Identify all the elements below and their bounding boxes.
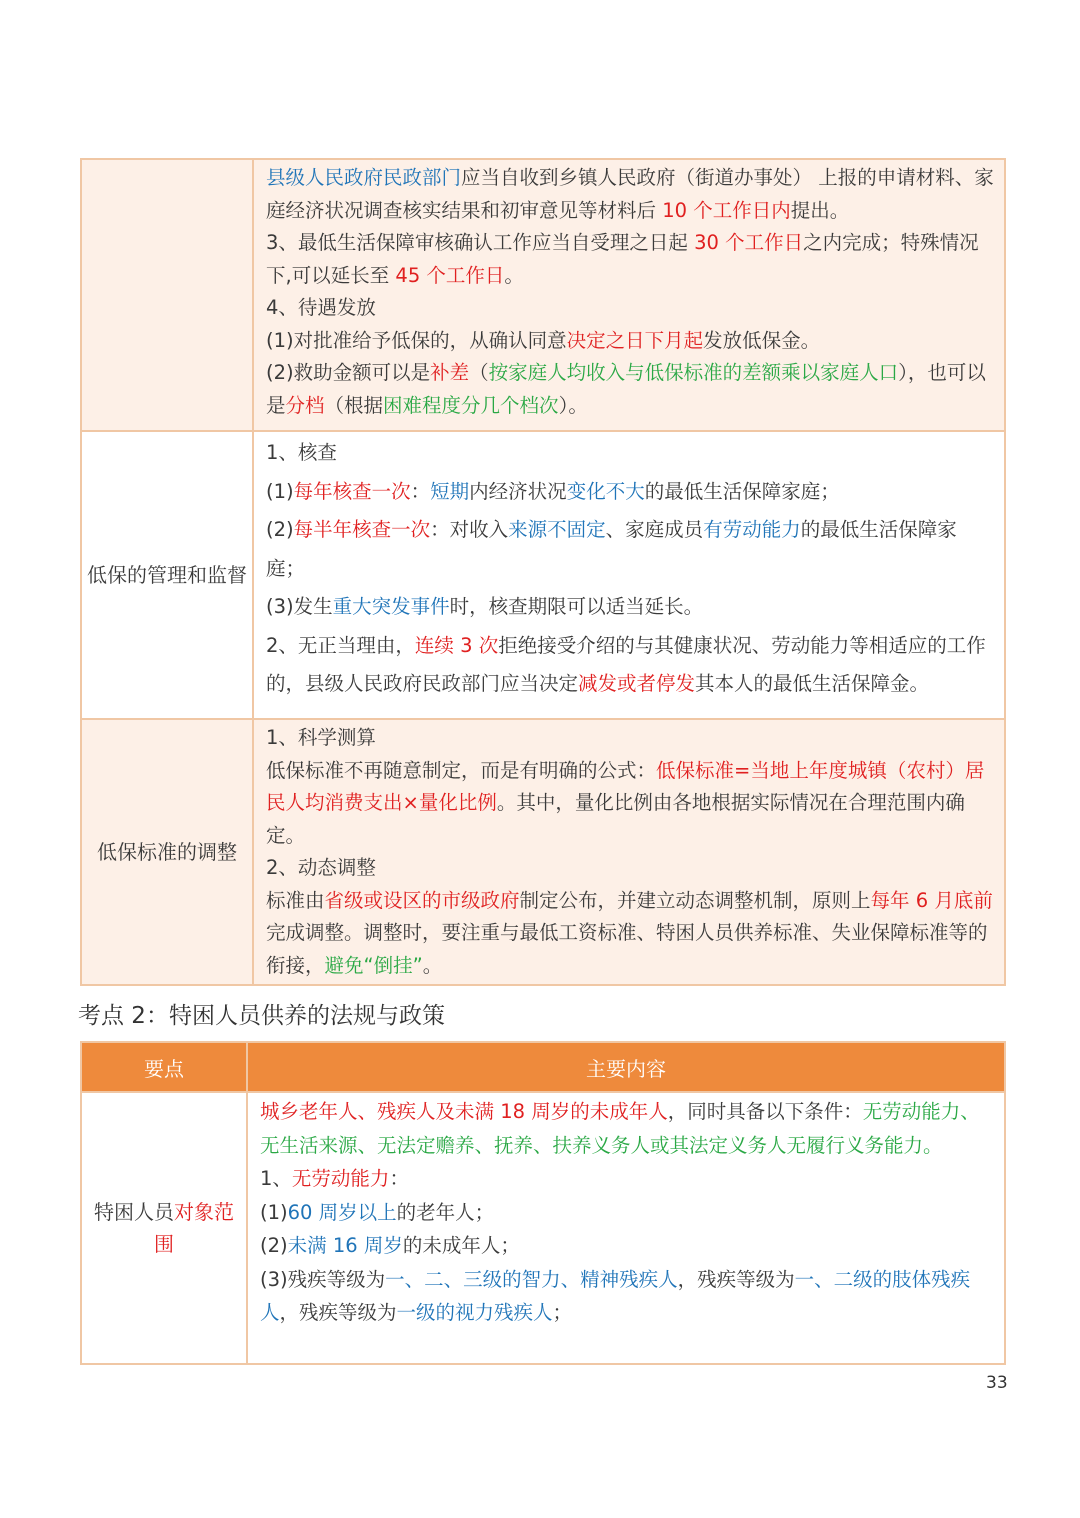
highlight-text: 困难程度分几个档次 — [383, 393, 559, 417]
highlight-text: 避免“倒挂” — [324, 953, 423, 977]
body-text: （根据 — [324, 393, 384, 417]
paragraph — [260, 1229, 994, 1263]
body-text: ）。 — [558, 393, 588, 417]
body-text: 应当自收到乡镇人民政府（街道办事处） 上报的申请材料、家庭经济状况调查核实结果和初审意见等材料后 — [266, 166, 994, 222]
row-key-target-scope — [81, 1092, 247, 1364]
paragraph — [266, 162, 994, 227]
section-title: 考点 2：特困人员供养的法规与政策 — [78, 1003, 445, 1029]
paragraph — [260, 1162, 994, 1196]
paragraph — [266, 511, 994, 588]
body-text: 发放低保金。 — [703, 328, 821, 352]
body-text: ），也可以是 — [266, 361, 986, 417]
paragraph — [260, 1196, 994, 1230]
paragraph — [266, 227, 994, 292]
highlight-text: 补差 — [430, 361, 470, 384]
body-text: 的老年人； — [396, 1200, 495, 1224]
paragraph — [266, 627, 994, 704]
policy-table-extreme-poverty — [80, 1041, 1006, 1365]
body-text: 4、待遇发放 — [266, 296, 376, 319]
row-key-management: 低保的管理和监督 — [81, 431, 253, 719]
paragraph — [260, 1263, 994, 1330]
body-text: ： — [410, 479, 431, 503]
body-text: 1、 — [260, 1167, 292, 1190]
paragraph — [266, 325, 994, 358]
body-text: (3)发生 — [266, 595, 333, 618]
highlight-text: 无劳动能力 — [291, 1167, 390, 1190]
table-row — [81, 1092, 1005, 1364]
body-text: 。 — [504, 263, 524, 287]
body-text: (1)对批准给予低保的，从确认同意 — [266, 328, 567, 352]
table-row — [81, 431, 1005, 719]
body-text: 制定公布，并建立动态调整机制，原则上 — [519, 888, 871, 912]
body-text: 拒绝接受介绍的与其健康状况、劳动能力等相适应的工作的，县级人民政府民政部门应当决定 — [266, 633, 986, 695]
table-header-row — [81, 1042, 1005, 1092]
body-text: (1) — [266, 479, 294, 503]
highlight-text: 省级或设区的市级政府 — [324, 888, 520, 912]
body-text: （ — [469, 361, 489, 384]
policy-table-low-income — [80, 158, 1006, 986]
body-text: 。 — [422, 953, 443, 977]
highlight-text: 连续 3 次 — [414, 633, 499, 657]
body-text: (3)残疾等级为 — [260, 1267, 386, 1291]
paragraph — [266, 357, 994, 422]
body-text: 1、核查 — [266, 441, 337, 464]
highlight-text: 60 周岁以上 — [287, 1200, 397, 1224]
body-text: 2、无正当理由， — [266, 633, 415, 657]
highlight-text: 城乡老年人、残疾人及未满 18 周岁的未成年人 — [260, 1100, 668, 1123]
paragraph — [266, 588, 994, 627]
body-text: ，残疾等级为 — [279, 1301, 397, 1324]
body-text: 之内完成；特殊情况下,可以延长至 — [266, 231, 979, 287]
highlight-text: 每半年核查一次 — [293, 518, 431, 541]
highlight-text: 30 个工作日 — [694, 231, 804, 254]
highlight-text: 决定之日下月起 — [566, 328, 704, 352]
body-text: 的最低生活保障家庭； — [266, 518, 957, 580]
body-text: ：对收入 — [430, 518, 509, 541]
body-text: (2) — [266, 518, 294, 541]
paragraph — [266, 755, 994, 853]
body-text: 标准由 — [266, 888, 325, 912]
body-text: 2、动态调整 — [266, 856, 376, 879]
highlight-text: 减发或者停发 — [578, 672, 696, 695]
body-text: (2) — [260, 1234, 288, 1257]
highlight-text: 短期 — [430, 479, 470, 503]
highlight-text: 县级人民政府民政部门 — [266, 166, 462, 189]
highlight-text: 10 个工作日内 — [662, 198, 791, 222]
body-text: ； — [552, 1301, 573, 1324]
body-text: ： — [389, 1167, 409, 1190]
paragraph — [266, 434, 994, 473]
row-content — [247, 1092, 1005, 1364]
highlight-text: 分档 — [285, 393, 325, 417]
highlight-text: 低保标准=当地上年度城镇（农村）居民人均消费支出×量化比例 — [266, 758, 985, 814]
highlight-text: 每年 6 月底前 — [870, 888, 993, 912]
highlight-text: 有劳动能力 — [703, 518, 801, 541]
highlight-text: 一、二级的肢体残疾人 — [260, 1267, 971, 1324]
highlight-text: 来源不固定 — [508, 518, 606, 541]
row-key-empty — [81, 159, 253, 431]
table-row — [81, 719, 1005, 985]
paragraph — [266, 852, 994, 885]
body-text: 低保标准不再随意制定，而是有明确的公式： — [266, 758, 657, 782]
highlight-text: 对象范围 — [154, 1200, 234, 1256]
body-text: (1) — [260, 1200, 288, 1224]
body-text: (2)救助金额可以是 — [266, 361, 431, 384]
body-text: 特困人员 — [94, 1200, 174, 1224]
highlight-text: 按家庭人均收入与低保标准的差额乘以家庭人口 — [488, 361, 899, 384]
body-text: 1、科学测算 — [266, 726, 376, 749]
highlight-text: 一级的视力残疾人 — [396, 1301, 553, 1324]
highlight-text: 未满 16 周岁 — [287, 1234, 403, 1257]
highlight-text: 一、二、三级的智力、精神残疾人 — [385, 1267, 678, 1291]
body-text: 3、最低生活保障审核确认工作应当自受理之日起 — [266, 231, 695, 254]
body-text: 的未成年人； — [402, 1234, 520, 1257]
row-key-standard-adjustment: 低保标准的调整 — [81, 719, 253, 985]
row-content — [253, 159, 1005, 431]
page-number: 33 — [986, 1373, 1008, 1393]
body-text: ，残疾等级为 — [677, 1267, 795, 1291]
highlight-text: 变化不大 — [566, 479, 645, 503]
body-text: 完成调整。调整时，要注重与最低工资标准、特困人员供养标准、失业保障标准等的衔接， — [266, 921, 988, 977]
body-text: 的最低生活保障家庭； — [644, 479, 840, 503]
highlight-text: 无劳动能力、无生活来源、无法定赡养、抚养、扶养义务人或其法定义务人无履行义务能力。 — [260, 1100, 980, 1157]
paragraph — [266, 722, 994, 755]
body-text: ，同时具备以下条件： — [667, 1100, 863, 1123]
highlight-text: 每年核查一次 — [293, 479, 411, 503]
highlight-text: 重大突发事件 — [332, 595, 450, 618]
highlight-text: 45 个工作日 — [395, 263, 505, 287]
column-header-content: 主要内容 — [247, 1042, 1005, 1092]
body-text: 时，核查期限可以适当延长。 — [449, 595, 704, 618]
body-text: 提出。 — [790, 198, 850, 222]
paragraph — [266, 885, 994, 983]
body-text: 。其中，量化比例由各地根据实际情况在合理范围内确定。 — [266, 791, 965, 847]
column-header-key: 要点 — [81, 1042, 247, 1092]
paragraph — [266, 292, 994, 325]
paragraph — [266, 473, 994, 512]
body-text: 内经济状况 — [469, 479, 567, 503]
body-text: 其本人的最低生活保障金。 — [695, 672, 930, 695]
paragraph — [260, 1095, 994, 1162]
row-content — [253, 431, 1005, 719]
row-content — [253, 719, 1005, 985]
table-row — [81, 159, 1005, 431]
body-text: 、家庭成员 — [605, 518, 704, 541]
